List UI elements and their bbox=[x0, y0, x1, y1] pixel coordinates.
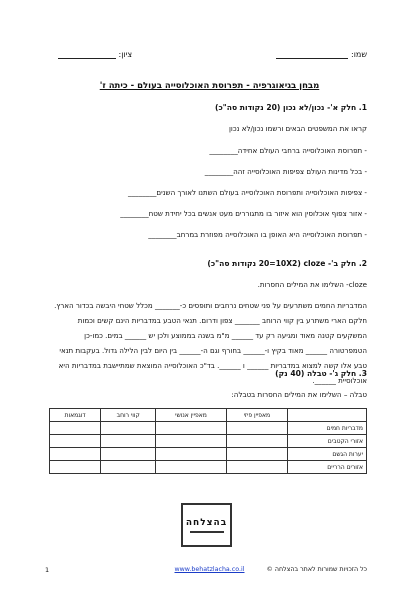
page-number: 1 bbox=[45, 566, 50, 574]
row-label: אזורים הרריים bbox=[287, 461, 366, 474]
true-false-item: - בכל מדינות העולם צפיפות האוכלוסייה זהה________ bbox=[204, 167, 367, 176]
table-cell[interactable] bbox=[101, 448, 156, 461]
section-b-heading: 2. חלק ב'- cloze (20=10X2 נקודות סה"כ) bbox=[207, 259, 367, 268]
grade-field bbox=[58, 50, 132, 59]
table-header-cell: דוגמאות bbox=[50, 409, 101, 422]
table-cell[interactable] bbox=[156, 461, 227, 474]
table-row bbox=[50, 448, 367, 461]
table-row bbox=[50, 461, 367, 474]
table-header-cell: מאפיין פיזי bbox=[226, 409, 287, 422]
section-c-instruction: טבלה – השלימו את המילים החסרות בטבלה: bbox=[231, 390, 367, 399]
table-row bbox=[50, 435, 367, 448]
cloze-paragraph: המדבריות החמים משתרעים על פני שטחים נרחבים ותופסים כ-_______ מכלל שטחי היבשה בכדור הארץ. חלקם הארי משתרע בין קווי הרוחב _______ צפון ודרום. תנאי הטבע במדבריות הינם קשים וכמות המשקעים קטנה מאוד ומגיעה רק עד ______ מ"מ בשנה בממוצע ולכן יש ______ במים. כמו-כן הטמפרטורה ______ מאוד בקיץ ו-______ בחורף וגם ה-______ בין היום לבין הלילה גדול. בעקבות תנאי טבע אלו קשה למצוא במדבריות ______ ו ______. בד"כ האוכלוסייה המוצאת שמתיישבת במדבריות היא אוכלוסיית ______. bbox=[54, 301, 367, 385]
row-label: יערות הגשם bbox=[287, 448, 366, 461]
row-label: אזורי הקטבים bbox=[287, 435, 366, 448]
website-link[interactable]: www.behatzlacha.co.il bbox=[174, 566, 245, 573]
section-a-heading: 1. חלק א'- נכון/לא נכון (20 נקודות סה"כ) bbox=[215, 103, 367, 112]
name-blank[interactable] bbox=[276, 50, 348, 59]
grade-label: ציון: bbox=[118, 50, 133, 59]
table-cell[interactable] bbox=[156, 422, 227, 435]
true-false-item: - תפרוסת האוכלוסייה היא האופן בו האוכלוסייה מפוזרת במרחב________ bbox=[148, 230, 367, 239]
page-title: מבחן בגיאוגרפיה - תפרוסת האוכלוסייה בעולם - כיתה ז' bbox=[99, 81, 320, 91]
table-header-cell bbox=[287, 409, 366, 422]
table-cell[interactable] bbox=[101, 422, 156, 435]
table-header-cell: מאפיין אנושי bbox=[156, 409, 227, 422]
true-false-item: - אזור צפוף אוכלוסין הוא איזור בו מתגוררים מעט אנשים בכל יחידת שטח________ bbox=[120, 209, 367, 218]
behatzlacha-logo bbox=[181, 503, 232, 547]
grade-blank[interactable] bbox=[58, 50, 116, 59]
table-cell[interactable] bbox=[50, 448, 101, 461]
section-a-instruction: קראו את המשפטים הבאים ורשמו נכון/לא נכון bbox=[228, 124, 367, 133]
characteristics-table bbox=[49, 408, 367, 474]
copyright-notice: כל הזכויות שמורות לאתר בהצלחה © bbox=[266, 566, 367, 573]
table-cell[interactable] bbox=[50, 461, 101, 474]
table-cell[interactable] bbox=[156, 435, 227, 448]
true-false-item: - צפיפות האוכלוסייה ותפרוסת האוכלוסייה בעולם השתנו לאורך השנים________ bbox=[128, 188, 367, 197]
section-c-heading: 3. חלק ג'- טבלה (40 נק) bbox=[275, 369, 367, 378]
table-cell[interactable] bbox=[226, 461, 287, 474]
table-cell[interactable] bbox=[101, 461, 156, 474]
section-b-instruction: cloze- השלימו את המילים החסרות. bbox=[257, 280, 367, 289]
logo-text: בהצלחה bbox=[185, 517, 228, 528]
table-header-row bbox=[50, 409, 367, 422]
row-label: מדבריות חמים bbox=[287, 422, 366, 435]
table-cell[interactable] bbox=[226, 422, 287, 435]
table-cell[interactable] bbox=[226, 448, 287, 461]
true-false-item: - תפרוסת האוכלוסייה ברחבי העולם אחידה________ bbox=[209, 146, 367, 155]
table-cell[interactable] bbox=[50, 435, 101, 448]
table-row bbox=[50, 422, 367, 435]
student-name-field bbox=[276, 50, 367, 59]
table-cell[interactable] bbox=[156, 448, 227, 461]
table-cell[interactable] bbox=[50, 422, 101, 435]
table-cell[interactable] bbox=[101, 435, 156, 448]
table-header-cell: קווי רוחב bbox=[101, 409, 156, 422]
name-label: שמו: bbox=[351, 50, 367, 59]
logo-underline bbox=[190, 531, 224, 533]
table-cell[interactable] bbox=[226, 435, 287, 448]
